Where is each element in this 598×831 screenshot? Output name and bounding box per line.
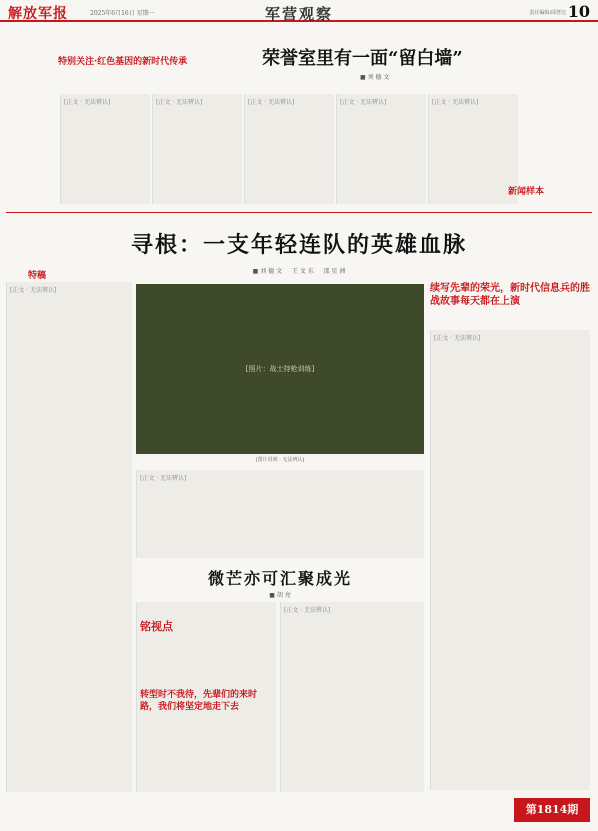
right-body-column: [正文 · 无法辨认] bbox=[430, 330, 590, 790]
top-body-col-2: [正文 · 无法辨认] bbox=[152, 94, 242, 204]
editor-credit: 责任编辑/邱慧达 bbox=[529, 10, 566, 16]
top-body-col-5: [正文 · 无法辨认] bbox=[428, 94, 518, 204]
top-byline: ■ 刘 德 文 bbox=[360, 74, 390, 81]
issue-badge: 第1814期 bbox=[514, 798, 590, 822]
viewpoint-title: 铭视点 bbox=[140, 620, 173, 633]
center-subhead: 微芒亦可汇聚成光 bbox=[207, 569, 352, 588]
center-body: [正文 · 无法辨认] bbox=[136, 470, 424, 558]
photo-caption: [图片说明 · 无法辨认] bbox=[255, 457, 305, 463]
photo-placeholder-label: [照片：战士持枪训练] bbox=[245, 365, 315, 373]
section-title: 军营观察 bbox=[264, 5, 333, 23]
section-rule bbox=[6, 212, 592, 213]
right-head: 续写先辈的荣光，新时代信息兵的胜战故事每天都在上演 bbox=[430, 283, 590, 307]
issue-date: 2025年6月16日 星期一 bbox=[90, 10, 155, 17]
feature-photo bbox=[136, 284, 424, 454]
bottom-subhead: 转型时不我待，先辈们的来时路，我们将坚定地走下去 bbox=[140, 690, 258, 712]
masthead: 解放军报 bbox=[8, 6, 68, 22]
feature-tag-left: 特稿 bbox=[28, 271, 47, 281]
center-byline: ■ 胡 亮 bbox=[269, 592, 291, 599]
top-body-col-1: [正文 · 无法辨认] bbox=[60, 94, 150, 204]
center-bottom-body: [正文 · 无法辨认] bbox=[280, 602, 424, 792]
feature-byline: ■ 刘 德 文 王 文 东 邵 星 洲 bbox=[252, 268, 346, 275]
page-number: 10 bbox=[567, 2, 590, 21]
page-header bbox=[0, 0, 598, 22]
feature-tag-right: 新闻样本 bbox=[508, 187, 545, 197]
top-body-col-3: [正文 · 无法辨认] bbox=[244, 94, 334, 204]
left-body-column: [正文 · 无法辨认] bbox=[6, 282, 132, 792]
top-body-col-4: [正文 · 无法辨认] bbox=[336, 94, 426, 204]
top-kicker: 特别关注·红色基因的新时代传承 bbox=[58, 57, 188, 67]
feature-headline: 寻根：一支年轻连队的英雄血脉 bbox=[130, 232, 467, 258]
top-headline: 荣誉室里有一面“留白墙” bbox=[262, 48, 463, 69]
